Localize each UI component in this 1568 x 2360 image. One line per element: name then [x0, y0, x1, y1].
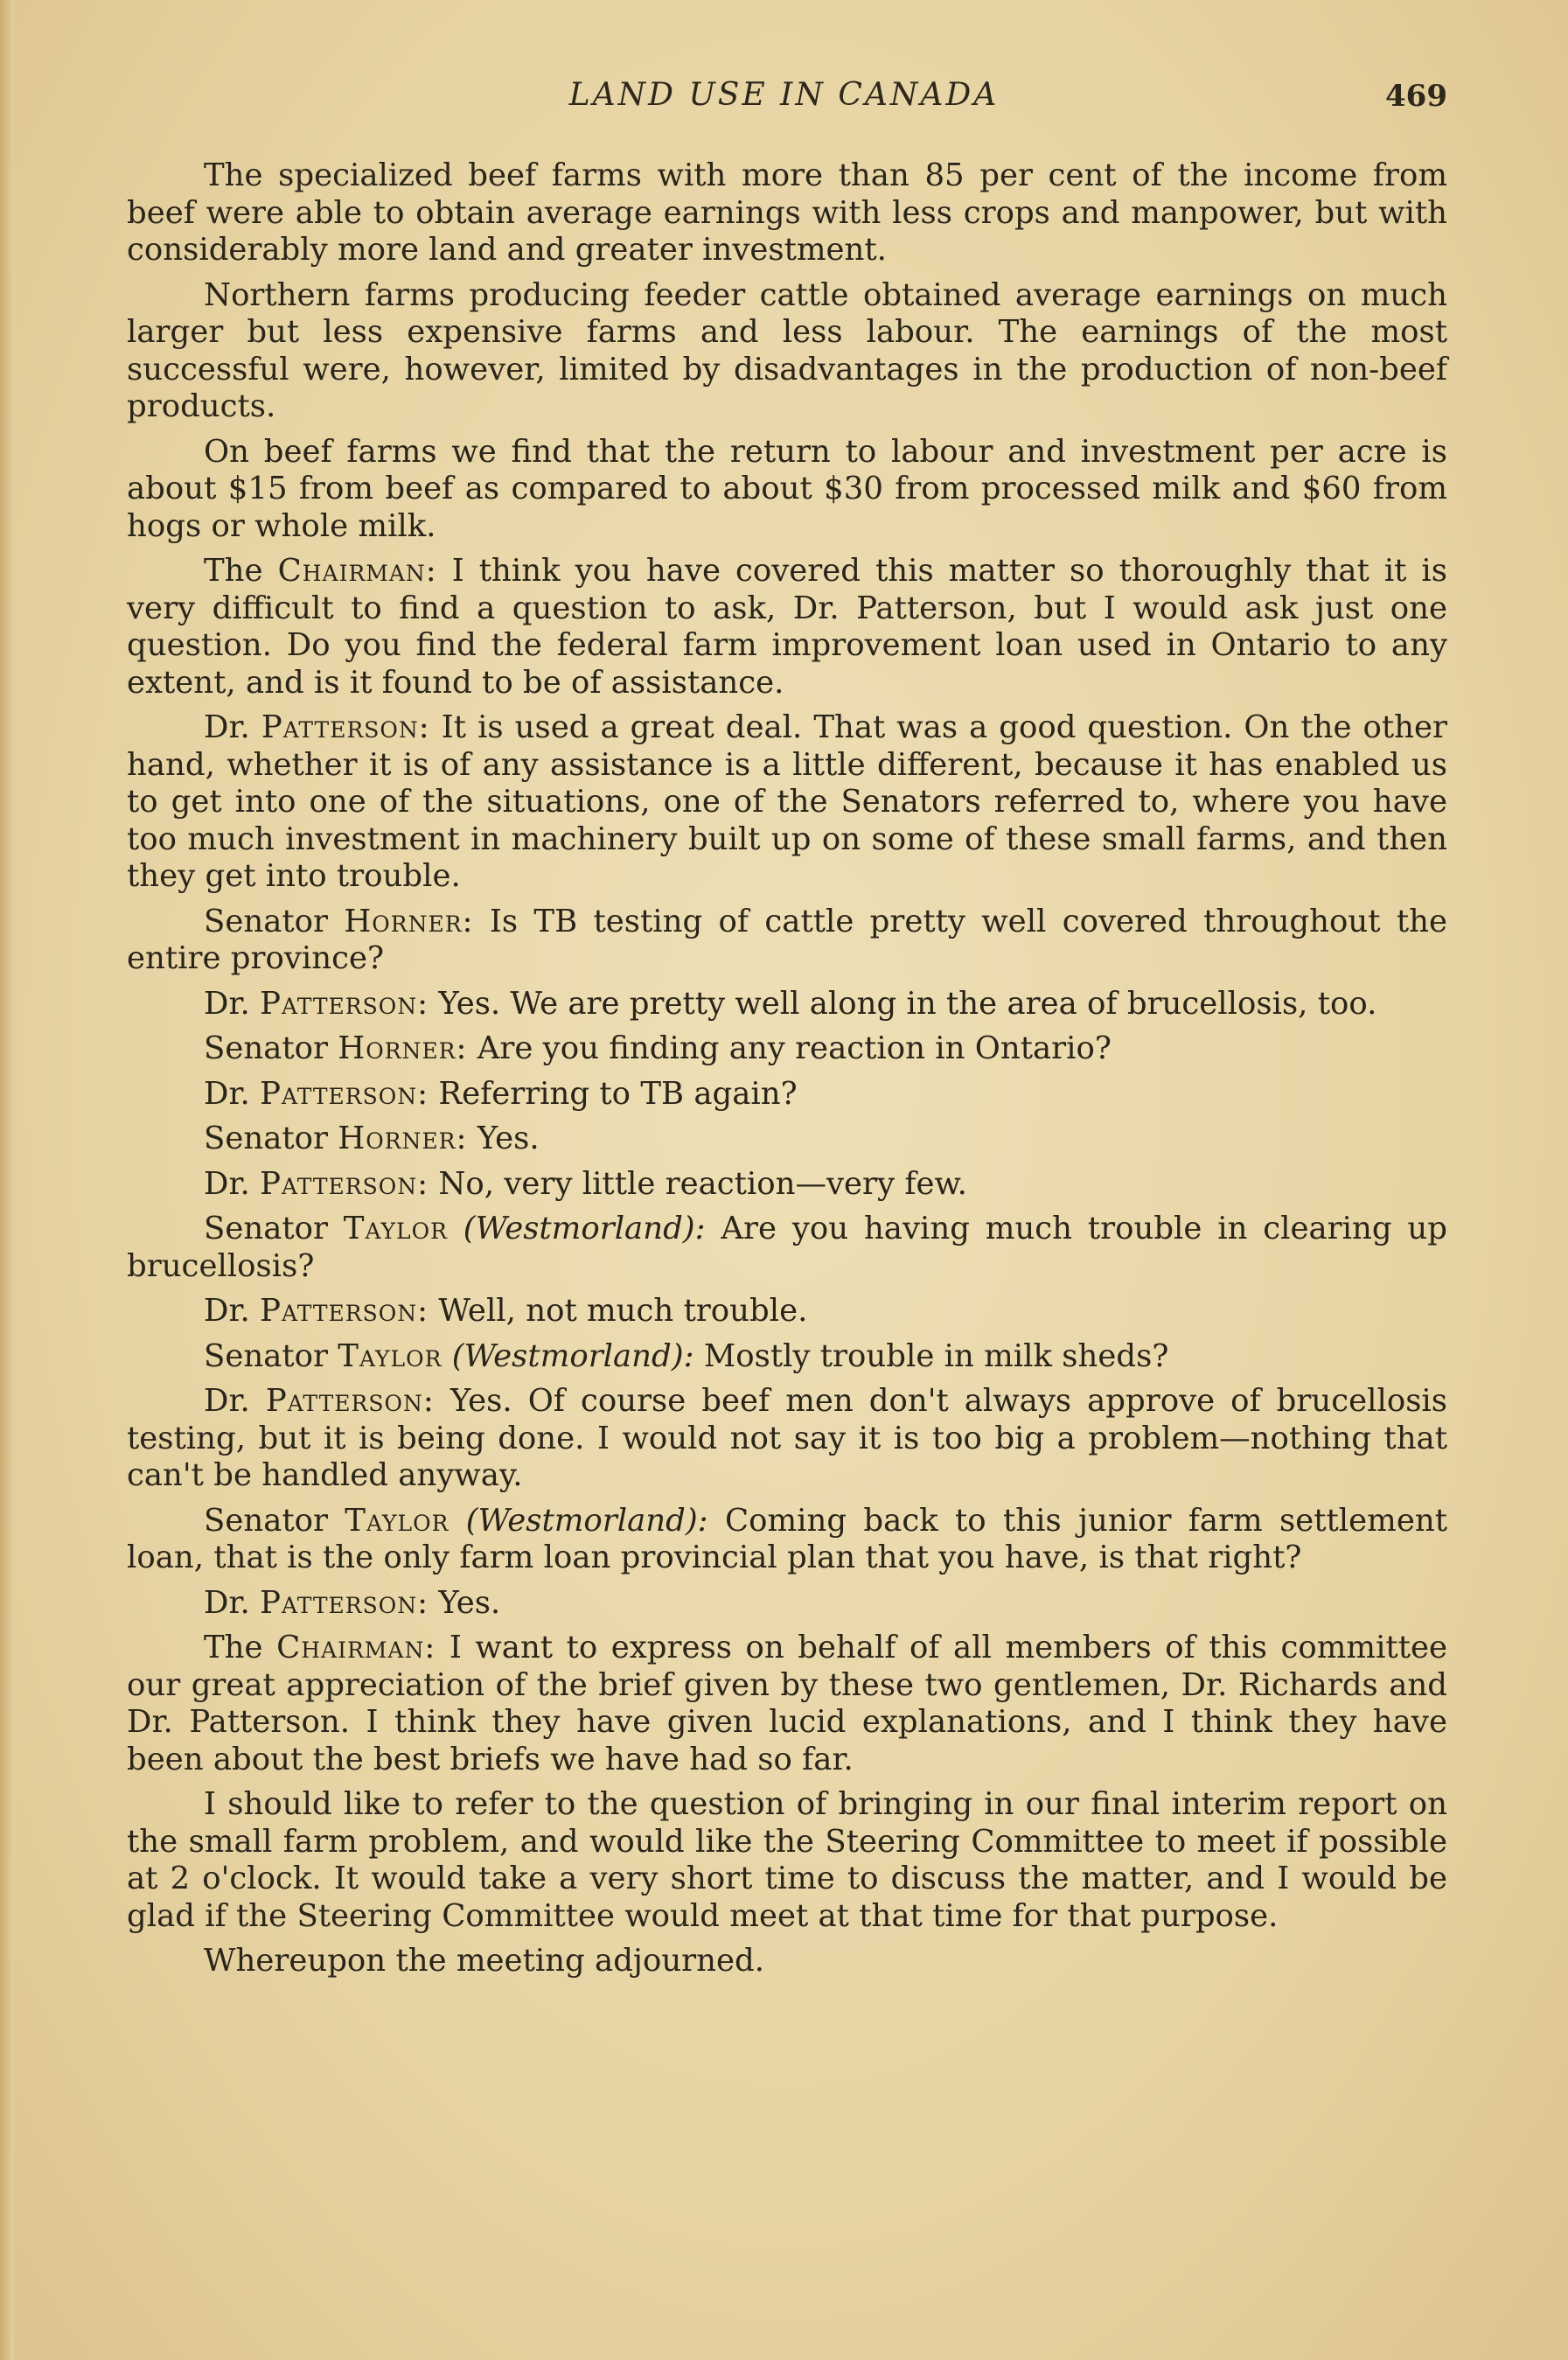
page-number: 469 [1385, 79, 1447, 114]
paragraph-text: The specialized beef farms with more than 85 per cent of the income from beef were able to obtain average earnings with less crops and manpower, but with considerably more land and greater investment. [127, 157, 1447, 268]
speech-text: Referring to TB again? [438, 1075, 798, 1112]
running-head [0, 77, 1568, 121]
speaker-title: Senator [204, 1121, 328, 1156]
speaker-title: Senator [204, 1030, 328, 1066]
speech [127, 1030, 1447, 1068]
speaker-name: Horner: [338, 1121, 468, 1156]
speaker-title: Dr. [204, 1584, 250, 1621]
speech-text: Coming back to this junior farm settlement loan, that is the only farm loan provincial plan that you have, is that right? [127, 1502, 1447, 1575]
paragraph-text: Northern farms producing feeder cattle obtained average earnings on much larger but less expensive farms and less labour. The earnings of the most successful were, however, limited by disadvantages in the production of non-beef products. [127, 276, 1447, 424]
paragraph-text: On beef farms we find that the return to labour and investment per acre is about $15 from beef as compared to about $30 from processed milk and $60 from hogs or whole milk. [127, 433, 1447, 544]
speaker-name: Taylor [343, 1211, 448, 1246]
speaker-name: Patterson: [260, 985, 429, 1022]
speech [127, 553, 1447, 702]
speech-text: Is TB testing of cattle pretty well covered throughout the entire province? [127, 903, 1447, 976]
speaker-qualifier: (Westmorland): [465, 1502, 708, 1539]
speech-text: It is used a great deal. That was a good question. On the other hand, whether it is of any assistance is a little different, because it has enabled us to get into one of the situations, one of the Senators referred to, where you have too much investment in machinery built up on some of these small farms, and then they get into trouble. [127, 709, 1447, 894]
speech [127, 1585, 1447, 1623]
speaker-name: Patterson: [260, 1075, 429, 1112]
speaker-title: Dr. [204, 985, 250, 1022]
speaker-name: Horner: [344, 903, 474, 939]
speaker-name: Chairman: [277, 553, 437, 589]
paragraph [127, 434, 1447, 546]
speaker-title: The [204, 553, 263, 589]
speech-text: I think you have covered this matter so thoroughly that it is very difficult to find a question to ask, Dr. Patterson, but I would ask just one question. Do you find the federal farm improvement loan used in Ontario to any extent, and is it found to be of assistance. [127, 553, 1447, 701]
speech [127, 1503, 1447, 1577]
paragraph-text: I should like to refer to the question of bringing in our final interim report on the small farm problem, and would like the Steering Committee to meet if possible at 2 o'clock. It would take a very short time to discuss the matter, and I would be glad if the Steering Committee would meet at that time for that purpose. [127, 1786, 1447, 1934]
speech [127, 1293, 1447, 1330]
speaker-name: Horner: [338, 1030, 468, 1066]
speaker-title: Senator [204, 903, 328, 939]
speaker-qualifier: (Westmorland): [451, 1337, 694, 1374]
speech-text: Mostly trouble in milk sheds? [703, 1337, 1169, 1374]
speaker-name: Patterson: [265, 1383, 435, 1419]
speech-text: No, very little reaction—very few. [438, 1165, 967, 1202]
speaker-title: Senator [204, 1502, 328, 1539]
speaker-title: Dr. [204, 1383, 250, 1419]
speech [127, 1383, 1447, 1495]
paragraph-text: Whereupon the meeting adjourned. [204, 1943, 765, 1979]
speaker-name: Chairman: [276, 1630, 436, 1665]
speech-text: I want to express on behalf of all members of this committee our great appreciation of the brief given by these two gentlemen, Dr. Richards and Dr. Patterson. I think they have given lucid explanations, and I think they have been about the best briefs we have had so far. [127, 1630, 1447, 1777]
speaker-title: Dr. [204, 1293, 250, 1329]
speech [127, 1630, 1447, 1778]
speaker-name: Taylor [338, 1337, 443, 1374]
speech-text: Are you finding any reaction in Ontario? [477, 1030, 1112, 1066]
speaker-name: Patterson: [260, 1165, 429, 1202]
speaker-title: Dr. [204, 1165, 250, 1202]
speech [127, 1211, 1447, 1285]
speech-text: Yes. [438, 1584, 501, 1621]
body-text [127, 157, 1447, 1988]
speech-text: Well, not much trouble. [438, 1293, 808, 1329]
paragraph [127, 1943, 1447, 1980]
speaker-title: Dr. [204, 709, 250, 745]
speaker-name: Taylor [345, 1502, 449, 1539]
speech-text: Yes. We are pretty well along in the area of brucellosis, too. [438, 985, 1377, 1022]
speech [127, 1338, 1447, 1376]
paragraph [127, 277, 1447, 426]
speaker-name: Patterson: [260, 1584, 429, 1621]
speaker-title: Senator [204, 1337, 328, 1374]
speech-text: Are you having much trouble in clearing up brucellosis? [127, 1211, 1447, 1284]
speaker-qualifier: (Westmorland): [463, 1211, 706, 1246]
speaker-name: Patterson: [261, 709, 430, 745]
page-edge [0, 0, 14, 2360]
speech-text: Yes. Of course beef men don't always approve of brucellosis testing, but it is being done. I would not say it is too big a problem—nothing that can't be handled anyway. [127, 1383, 1447, 1493]
speaker-title: Senator [204, 1211, 328, 1246]
paragraph [127, 157, 1447, 269]
speech-text: Yes. [477, 1121, 540, 1156]
running-title: LAND USE IN CANADA [568, 77, 1000, 113]
paragraph [127, 1786, 1447, 1935]
speaker-title: The [204, 1630, 263, 1665]
speaker-title: Dr. [204, 1075, 250, 1112]
speech [127, 1121, 1447, 1158]
speech [127, 904, 1447, 978]
speech [127, 986, 1447, 1023]
speech [127, 709, 1447, 896]
speaker-name: Patterson: [260, 1293, 429, 1329]
speech [127, 1166, 1447, 1204]
speech [127, 1076, 1447, 1114]
